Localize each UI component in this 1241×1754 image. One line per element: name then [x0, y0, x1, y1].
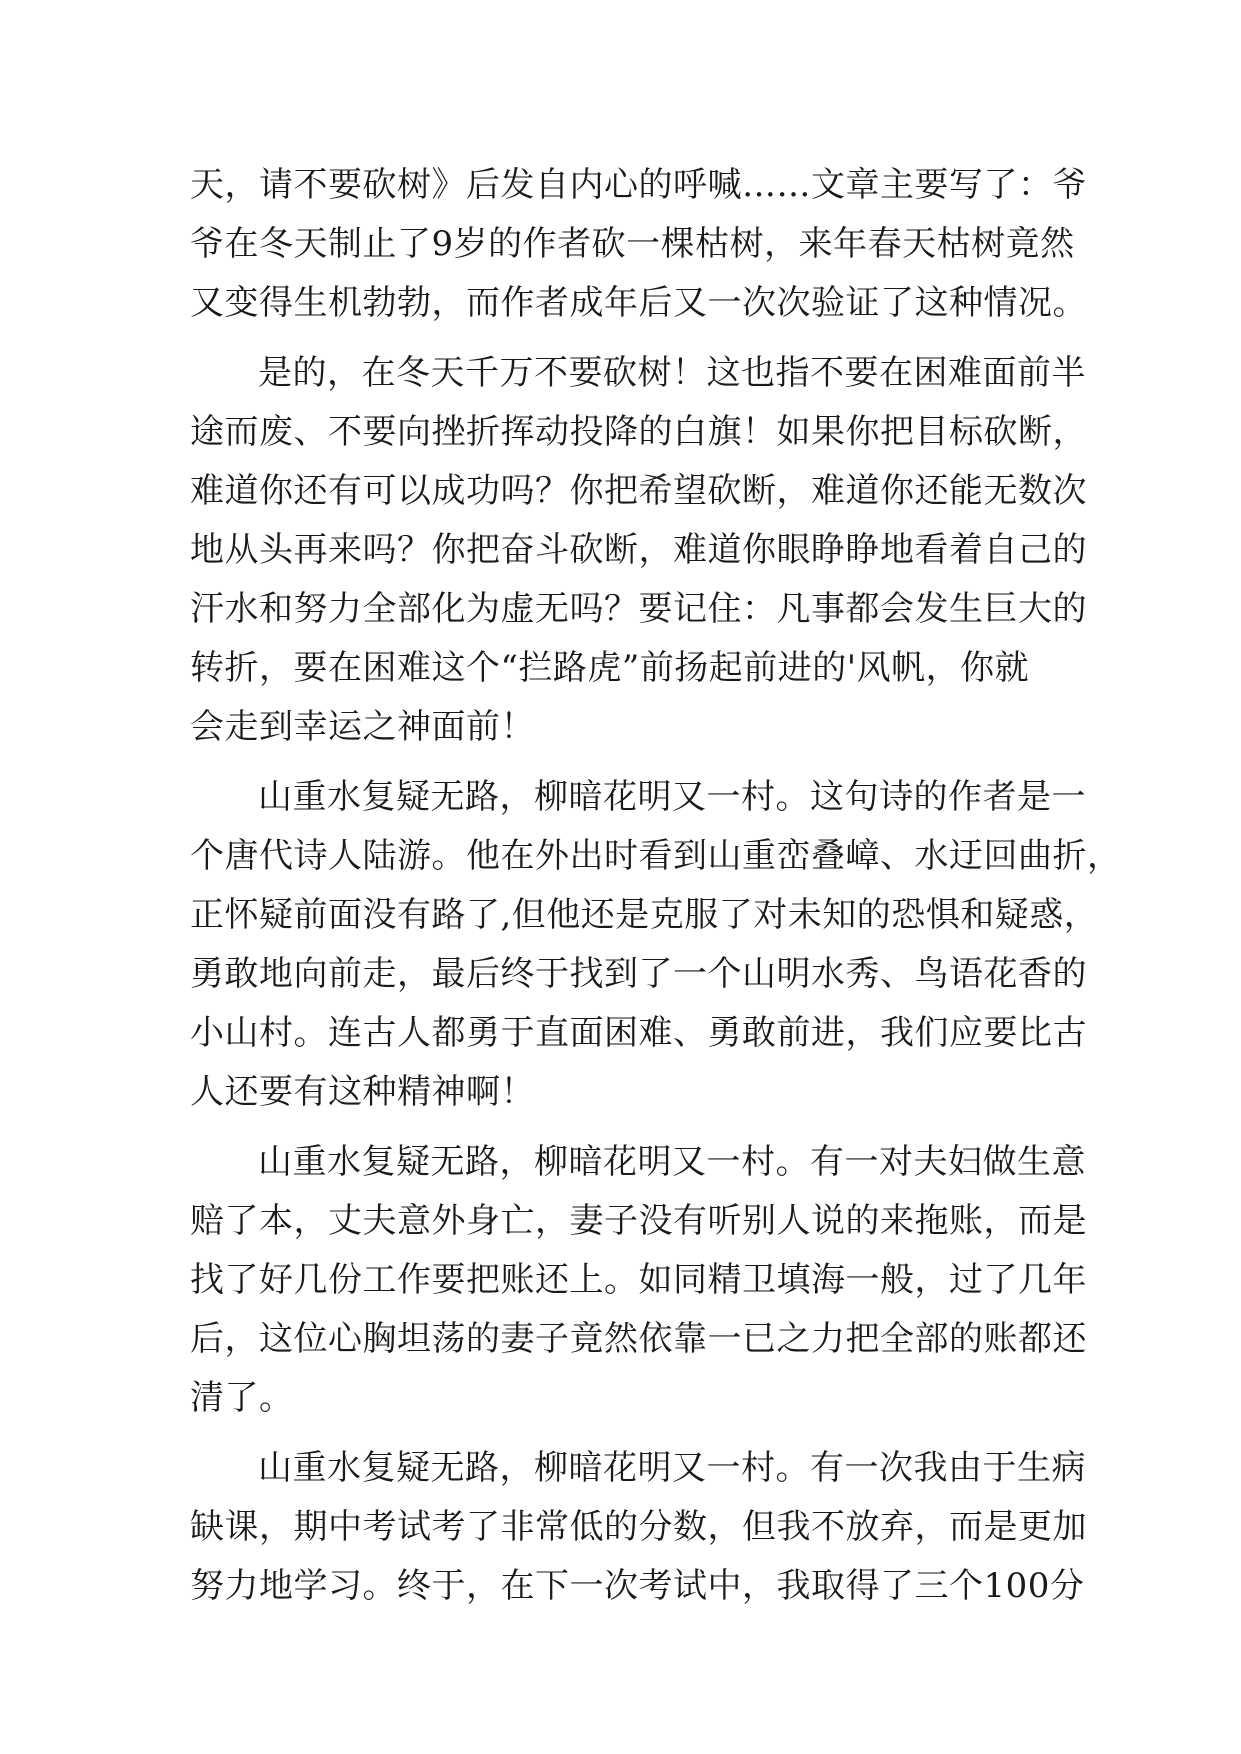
- text-line: 勇敢地向前走，最后终于找到了一个山明水秀、鸟语花香的: [190, 954, 1087, 994]
- text-line: 爷在冬天制止了9岁的作者砍一棵枯树，来年春天枯树竟然: [190, 224, 1075, 264]
- paragraph: [190, 1439, 1087, 1616]
- text-line: 又变得生机勃勃，而作者成年后又一次次验证了这种情况。: [190, 283, 1087, 323]
- text-line: 途而废、不要向挫折挥动投降的白旗！如果你把目标砍断，: [190, 412, 1087, 452]
- text-line: 后，这位心胸坦荡的妻子竟然依靠一已之力把全部的账都还: [190, 1319, 1087, 1359]
- paragraph: [190, 156, 1087, 333]
- text-line: 难道你还有可以成功吗？你把希望砍断，难道你还能无数次: [190, 471, 1087, 511]
- text-line: 转折，要在困难这个“拦路虎”前扬起前进的'风帆，你就: [190, 648, 1030, 688]
- text-line: 山重水复疑无路，柳暗花明又一村。有一对夫妇做生意: [258, 1142, 1086, 1182]
- text-line: 汗水和努力全部化为虚无吗？要记住：凡事都会发生巨大的: [190, 589, 1087, 629]
- text-line: 山重水复疑无路，柳暗花明又一村。这句诗的作者是一: [258, 777, 1086, 817]
- text-line: 人还要有这种精神啊！: [190, 1072, 535, 1112]
- text-line: 赔了本，丈夫意外身亡，妻子没有听别人说的来拖账，而是: [190, 1201, 1087, 1241]
- text-line: 努力地学习。终于，在下一次考试中，我取得了三个100分: [190, 1566, 1085, 1606]
- paragraph: [190, 344, 1087, 757]
- text-line: 清了。: [190, 1378, 294, 1418]
- text-line: 天，请不要砍树》后发自内心的呼喊……文章主要写了：爷: [190, 165, 1087, 205]
- text-line: 会走到幸运之神面前！: [190, 707, 535, 747]
- text-line: 正怀疑前面没有路了,但他还是克服了对未知的恐惧和疑惑，: [190, 895, 1099, 935]
- text-line: 山重水复疑无路，柳暗花明又一村。有一次我由于生病: [258, 1448, 1086, 1488]
- text-line: 地从头再来吗？你把奋斗砍断，难道你眼睁睁地看着自己的: [190, 530, 1087, 570]
- document-body: [190, 156, 1122, 1616]
- text-line: 找了好几份工作要把账还上。如同精卫填海一般，过了几年: [190, 1260, 1087, 1300]
- paragraph: [190, 768, 1122, 1122]
- text-line: 是的，在冬天千万不要砍树！这也指不要在困难面前半: [258, 353, 1086, 393]
- text-line: 小山村。连古人都勇于直面困难、勇敢前进，我们应要比古: [190, 1013, 1087, 1053]
- text-line: 缺课，期中考试考了非常低的分数，但我不放弃，而是更加: [190, 1507, 1087, 1547]
- text-line: 个唐代诗人陆游。他在外出时看到山重峦叠嶂、水迂回曲折，: [190, 836, 1122, 876]
- paragraph: [190, 1133, 1087, 1428]
